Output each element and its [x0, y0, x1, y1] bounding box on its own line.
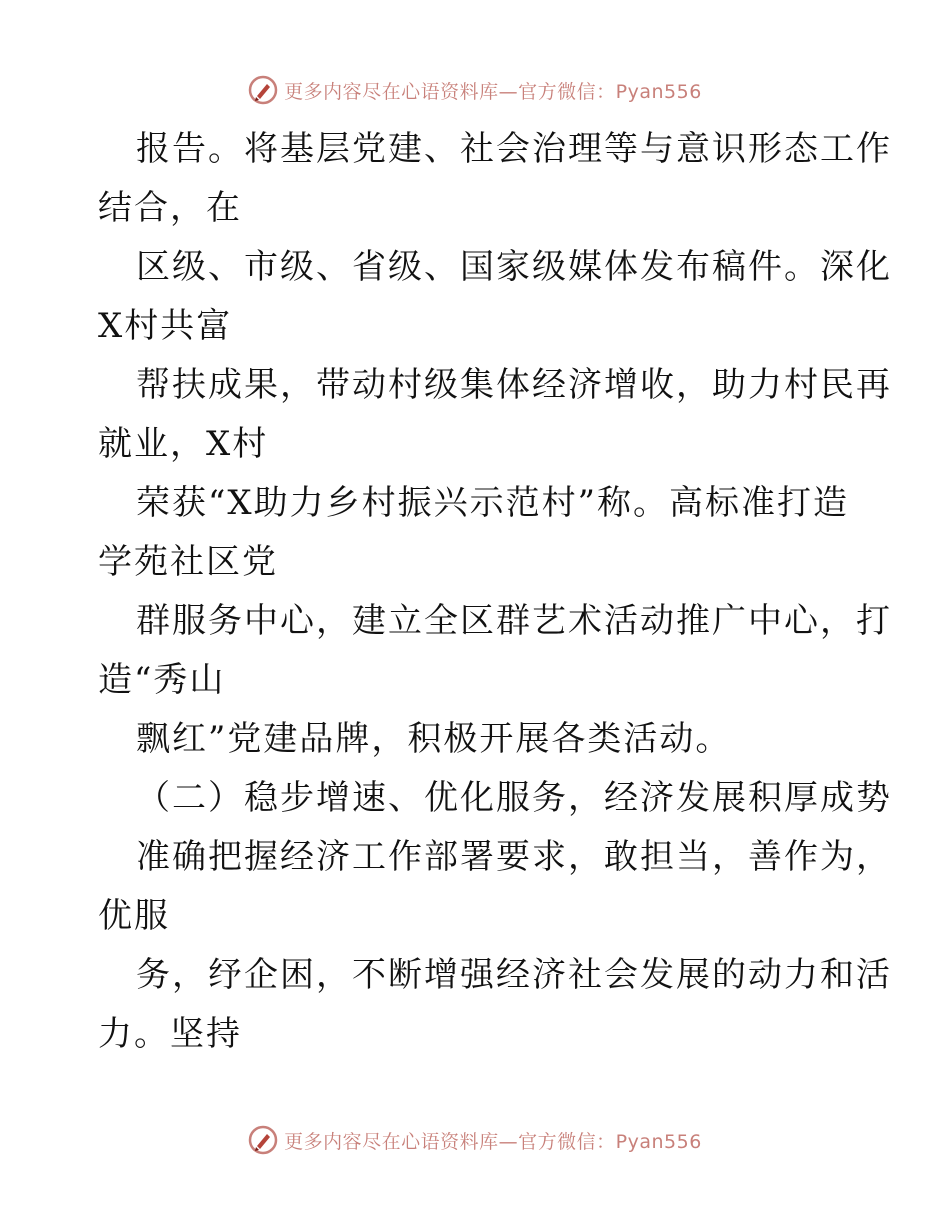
pen-logo-icon	[248, 75, 278, 105]
text-line: 帮扶成果，带动村级集体经济增收，助力村民再	[136, 365, 892, 405]
text-line: 荣获“X助力乡村振兴示范村”称。高标准打造	[136, 483, 849, 523]
text-line: 区级、市级、省级、国家级媒体发布稿件。深化	[136, 247, 892, 287]
text-line: 造“秀山	[98, 660, 226, 700]
watermark-text: 更多内容尽在心语资料库—官方微信：Pyan556	[284, 80, 702, 103]
text-line: 准确把握经济工作部署要求，敢担当，善作为，	[136, 837, 892, 877]
header-watermark	[0, 72, 950, 108]
text-line: 力。坚持	[98, 1014, 242, 1054]
document-body	[98, 120, 892, 1064]
text-line: 飘红”党建品牌，积极开展各类活动。	[136, 719, 732, 759]
text-line: 报告。将基层党建、社会治理等与意识形态工作	[136, 129, 892, 169]
text-line: X村共富	[98, 306, 233, 346]
text-line: 务，纾企困，不断增强经济社会发展的动力和活	[136, 955, 892, 995]
text-line: 群服务中心，建立全区群艺术活动推广中心，打	[136, 601, 892, 641]
text-line: 优服	[98, 896, 170, 936]
text-line: （二）稳步增速、优化服务，经济发展积厚成势	[136, 778, 892, 818]
text-line: 就业，X村	[98, 424, 269, 464]
watermark-text: 更多内容尽在心语资料库—官方微信：Pyan556	[284, 1130, 702, 1153]
text-line: 结合，在	[98, 188, 242, 228]
text-line: 学苑社区党	[98, 542, 278, 582]
footer-watermark	[0, 1122, 950, 1158]
pen-logo-icon	[248, 1125, 278, 1155]
